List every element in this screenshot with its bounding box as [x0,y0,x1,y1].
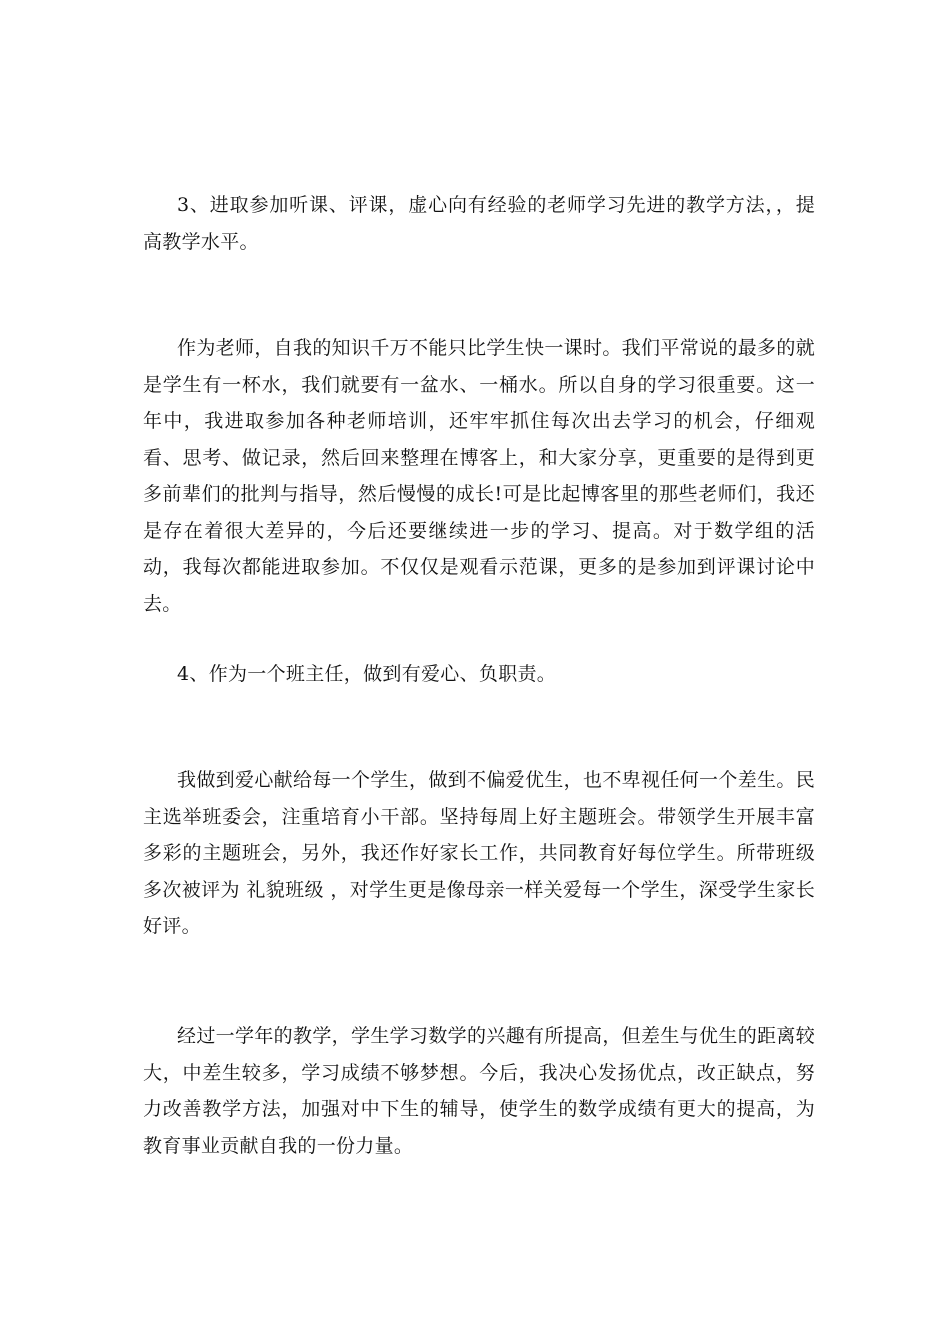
paragraph-summary: 经过一学年的教学，学生学习数学的兴趣有所提高，但差生与优生的距离较大，中差生较多，学习成绩不够梦想。今后，我决心发扬优点，改正缺点，努力改善教学方法，加强对中下生的辅导，使学生的数学成绩有更大的提高，为教育事业贡献自我的一份力量。 [143,1025,815,1157]
paragraph-class-teacher-heading: 4、作为一个班主任，做到有爱心、负职责。 [177,663,557,685]
paragraph-lesson-observation: 3、进取参加听课、评课，虚心向有经验的老师学习先进的教学方法，，提高教学水平。 [143,194,815,253]
paragraph-class-management: 我做到爱心献给每一个学生，做到不偏爱优生，也不卑视任何一个差生。民主选举班委会，注重培育小干部。坚持每周上好主题班会。带领学生开展丰富多彩的主题班会，另外，我还作好家长工作，共同教育好每位学生。所带班级多次被评为 礼貌班级 ，对学生更是像母亲一样关爱每一个学生，深受学生家长好评。 [143,769,815,937]
paragraph-self-learning: 作为老师，自我的知识千万不能只比学生快一课时。我们平常说的最多的就是学生有一杯水，我们就要有一盆水、一桶水。所以自身的学习很重要。这一年中，我进取参加各种老师培训，还牢牢抓住每次出去学习的机会，仔细观看、思考、做记录，然后回来整理在博客上，和大家分享，更重要的是得到更多前辈们的批判与指导，然后慢慢的成长!可是比起博客里的那些老师们，我还是存在着很大差异的，今后还要继续进一步的学习、提高。对于数学组的活动，我每次都能进取参加。不仅仅是观看示范课，更多的是参加到评课讨论中去。 [143,337,815,615]
